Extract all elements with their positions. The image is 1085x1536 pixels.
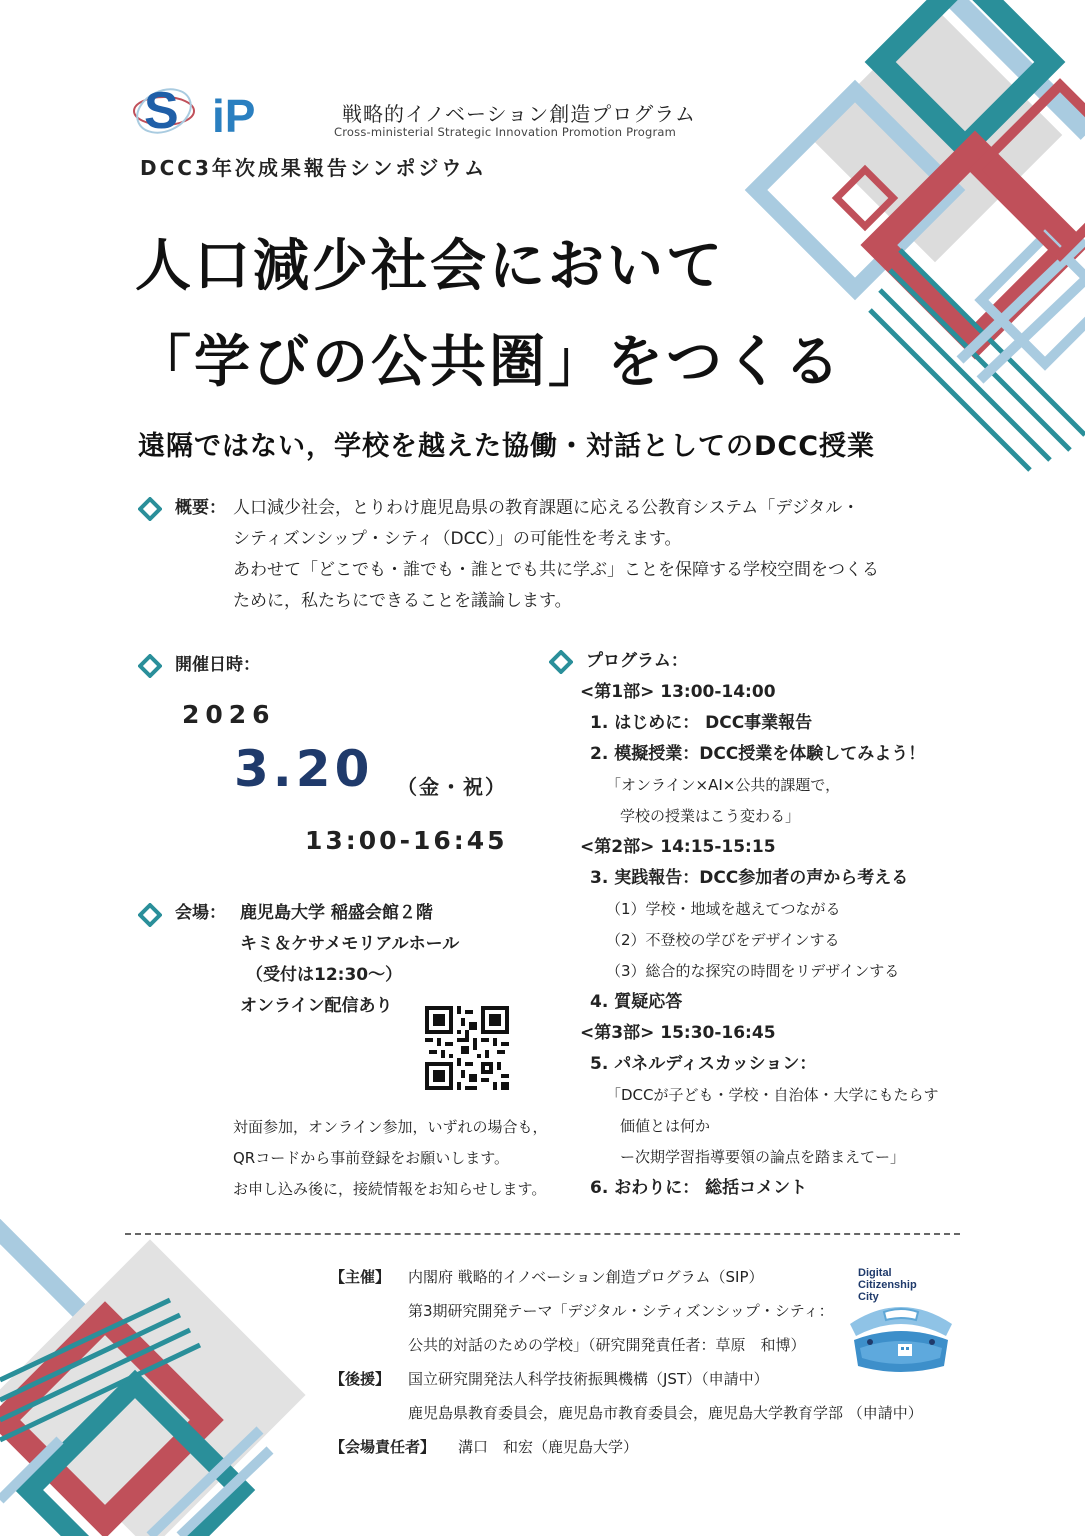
program-item-note: 「DCCが子ども・学校・自治体・大学にもたらす [606,1086,939,1104]
program-subitem: （1）学校・地域を越えてつながる [606,900,841,918]
diamond-bullet-icon [138,497,162,521]
venue-line: 鹿児島大学 稲盛会館２階 [240,903,433,923]
support-line: 鹿児島県教育委員会，鹿児島市教育委員会，鹿児島大学教育学部 （申請中） [408,1404,923,1422]
registration-line: QRコードから事前登録をお願いします。 [233,1149,510,1167]
program-item: 4. 質疑応答 [590,992,683,1012]
section-divider [125,1233,960,1235]
sip-logo-icon [130,78,330,144]
program-label: プログラム： [586,651,688,671]
registration-line: お申し込み後に，接続情報をお知らせします。 [233,1180,547,1198]
organizer-line: 公共的対話のための学校」（研究開発責任者：草原 和博） [408,1336,806,1354]
dcc-logo-text: City [858,1291,879,1303]
program-subitem: （3）総合的な探究の時間をリデザインする [606,962,900,980]
symposium-label: DCC3年次成果報告シンポジウム [140,156,488,180]
qr-code-icon[interactable] [425,1006,509,1090]
organizer-line: 第3期研究開発テーマ「デジタル・シティズンシップ・シティ： [408,1302,834,1320]
program-name-jp: 戦略的イノベーション創造プログラム [342,102,696,126]
sip-logo-s: S [144,82,179,140]
program-item: 2. 模擬授業：DCC授業を体験してみよう！ [590,744,926,764]
manager-name: 溝口 和宏（鹿児島大学） [458,1438,639,1456]
venue-label: 会場： [175,903,226,923]
diamond-bullet-icon [549,650,573,674]
venue-line: （受付は12:30～） [246,965,403,985]
overview-line: あわせて「どこでも・誰でも・誰とでも共に学ぶ」ことを保障する学校空間をつくる [233,560,879,580]
dcc-logo-text: Digital [858,1267,892,1279]
organizer-line: 内閣府 戦略的イノベーション創造プログラム（SIP） [408,1268,764,1286]
main-title-line2: 「学びの公共圏」をつくる [135,330,843,395]
program-item: 3. 実践報告：DCC参加者の声から考える [590,868,909,888]
venue-line: キミ＆ケサメモリアルホール [240,934,460,954]
program-item-note: ー次期学習指導要領の論点を踏まえてー」 [620,1148,906,1166]
schedule-label: 開催日時： [175,655,260,675]
dcc-city-logo-icon [842,1262,960,1380]
diamond-bullet-icon [138,654,162,678]
support-line: 国立研究開発法人科学技術振興機構（JST）（申請中） [408,1370,769,1388]
program-part-2: <第2部> 14:15-15:15 [580,837,776,857]
event-time: 13:00-16:45 [305,826,508,855]
program-subitem: （2）不登校の学びをデザインする [606,931,840,949]
overview-label: 概要： [175,498,226,518]
event-day: （金・祝） [397,775,507,799]
overview-line: ために，私たちにできることを議論します。 [233,591,572,611]
manager-label: 【会場責任者】 [330,1438,436,1456]
event-year: 2026 [182,700,276,729]
overview-line: シティズンシップ・シティ（DCC）」の可能性を考えます。 [233,529,682,549]
program-item: 5. パネルディスカッション： [590,1054,817,1074]
event-date: 3.20 [234,740,374,798]
program-item-note: 価値とは何か [620,1117,711,1135]
program-item: 1. はじめに： DCC事業報告 [590,713,813,733]
dcc-logo-text: Citizenship [858,1279,917,1291]
sip-logo-ip: iP [212,90,256,142]
main-title-line1: 人口減少社会において [135,234,725,299]
program-part-3: <第3部> 15:30-16:45 [580,1023,776,1043]
program-item-note: 学校の授業はこう変わる」 [620,807,801,825]
organizer-label: 【主催】 [330,1268,391,1286]
program-name-en: Cross-ministerial Strategic Innovation Promotion Program [334,125,677,139]
diamond-bullet-icon [138,903,162,927]
subtitle: 遠隔ではない，学校を越えた協働・対話としてのDCC授業 [138,431,876,462]
venue-line: オンライン配信あり [240,996,393,1016]
program-part-1: <第1部> 13:00-14:00 [580,682,776,702]
overview-line: 人口減少社会，とりわけ鹿児島県の教育課題に応える公教育システム「デジタル・ [233,498,860,518]
program-item-note: 「オンライン×AI×公共的課題で， [606,776,841,794]
support-label: 【後援】 [330,1370,391,1388]
program-item: 6. おわりに： 総括コメント [590,1178,808,1198]
registration-line: 対面参加，オンライン参加，いずれの場合も， [233,1118,548,1136]
